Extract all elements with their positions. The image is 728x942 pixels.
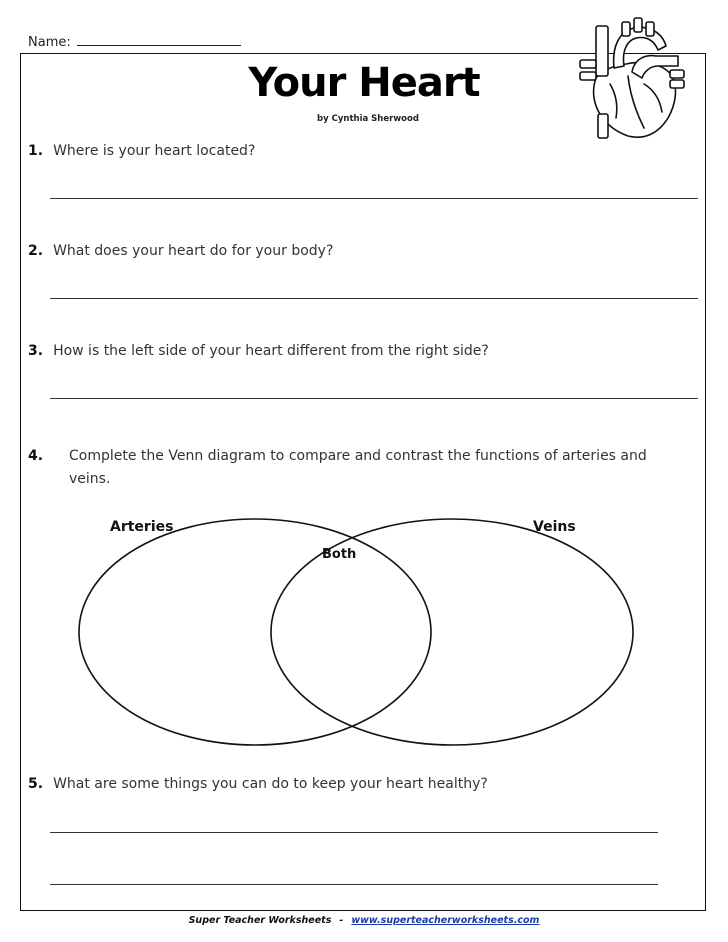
name-field[interactable] xyxy=(28,33,241,50)
answer-line-3[interactable] xyxy=(50,398,698,399)
question-5: 5. What are some things you can do to keep your heart healthy? xyxy=(28,776,488,792)
venn-label-veins: Veins xyxy=(533,519,576,535)
venn-label-arteries: Arteries xyxy=(110,519,174,535)
answer-line-5a[interactable] xyxy=(50,832,658,833)
name-blank[interactable] xyxy=(77,33,241,46)
answer-line-2[interactable] xyxy=(50,298,698,299)
question-1: 1. Where is your heart located? xyxy=(28,143,256,159)
question-4: 4. Complete the Venn diagram to compare and contrast the functions of arteries and veins. xyxy=(28,448,647,487)
answer-line-1[interactable] xyxy=(50,198,698,199)
question-3: 3. How is the left side of your heart different from the right side? xyxy=(28,343,489,359)
footer-url-link[interactable]: www.superteacherworksheets.com xyxy=(351,915,540,926)
answer-line-5b[interactable] xyxy=(50,884,658,885)
footer-separator: - xyxy=(339,915,344,926)
footer-publisher: Super Teacher Worksheets xyxy=(188,915,332,926)
venn-label-both: Both xyxy=(322,547,357,562)
footer xyxy=(0,915,728,926)
page-title: Your Heart xyxy=(248,60,480,106)
name-label: Name: xyxy=(28,35,71,50)
venn-circle-arteries xyxy=(79,519,431,745)
venn-circle-veins xyxy=(271,519,633,745)
byline: by Cynthia Sherwood xyxy=(317,114,419,124)
question-2: 2. What does your heart do for your body? xyxy=(28,243,334,259)
venn-diagram[interactable] xyxy=(72,500,642,760)
heart-anatomy-icon xyxy=(574,14,690,144)
